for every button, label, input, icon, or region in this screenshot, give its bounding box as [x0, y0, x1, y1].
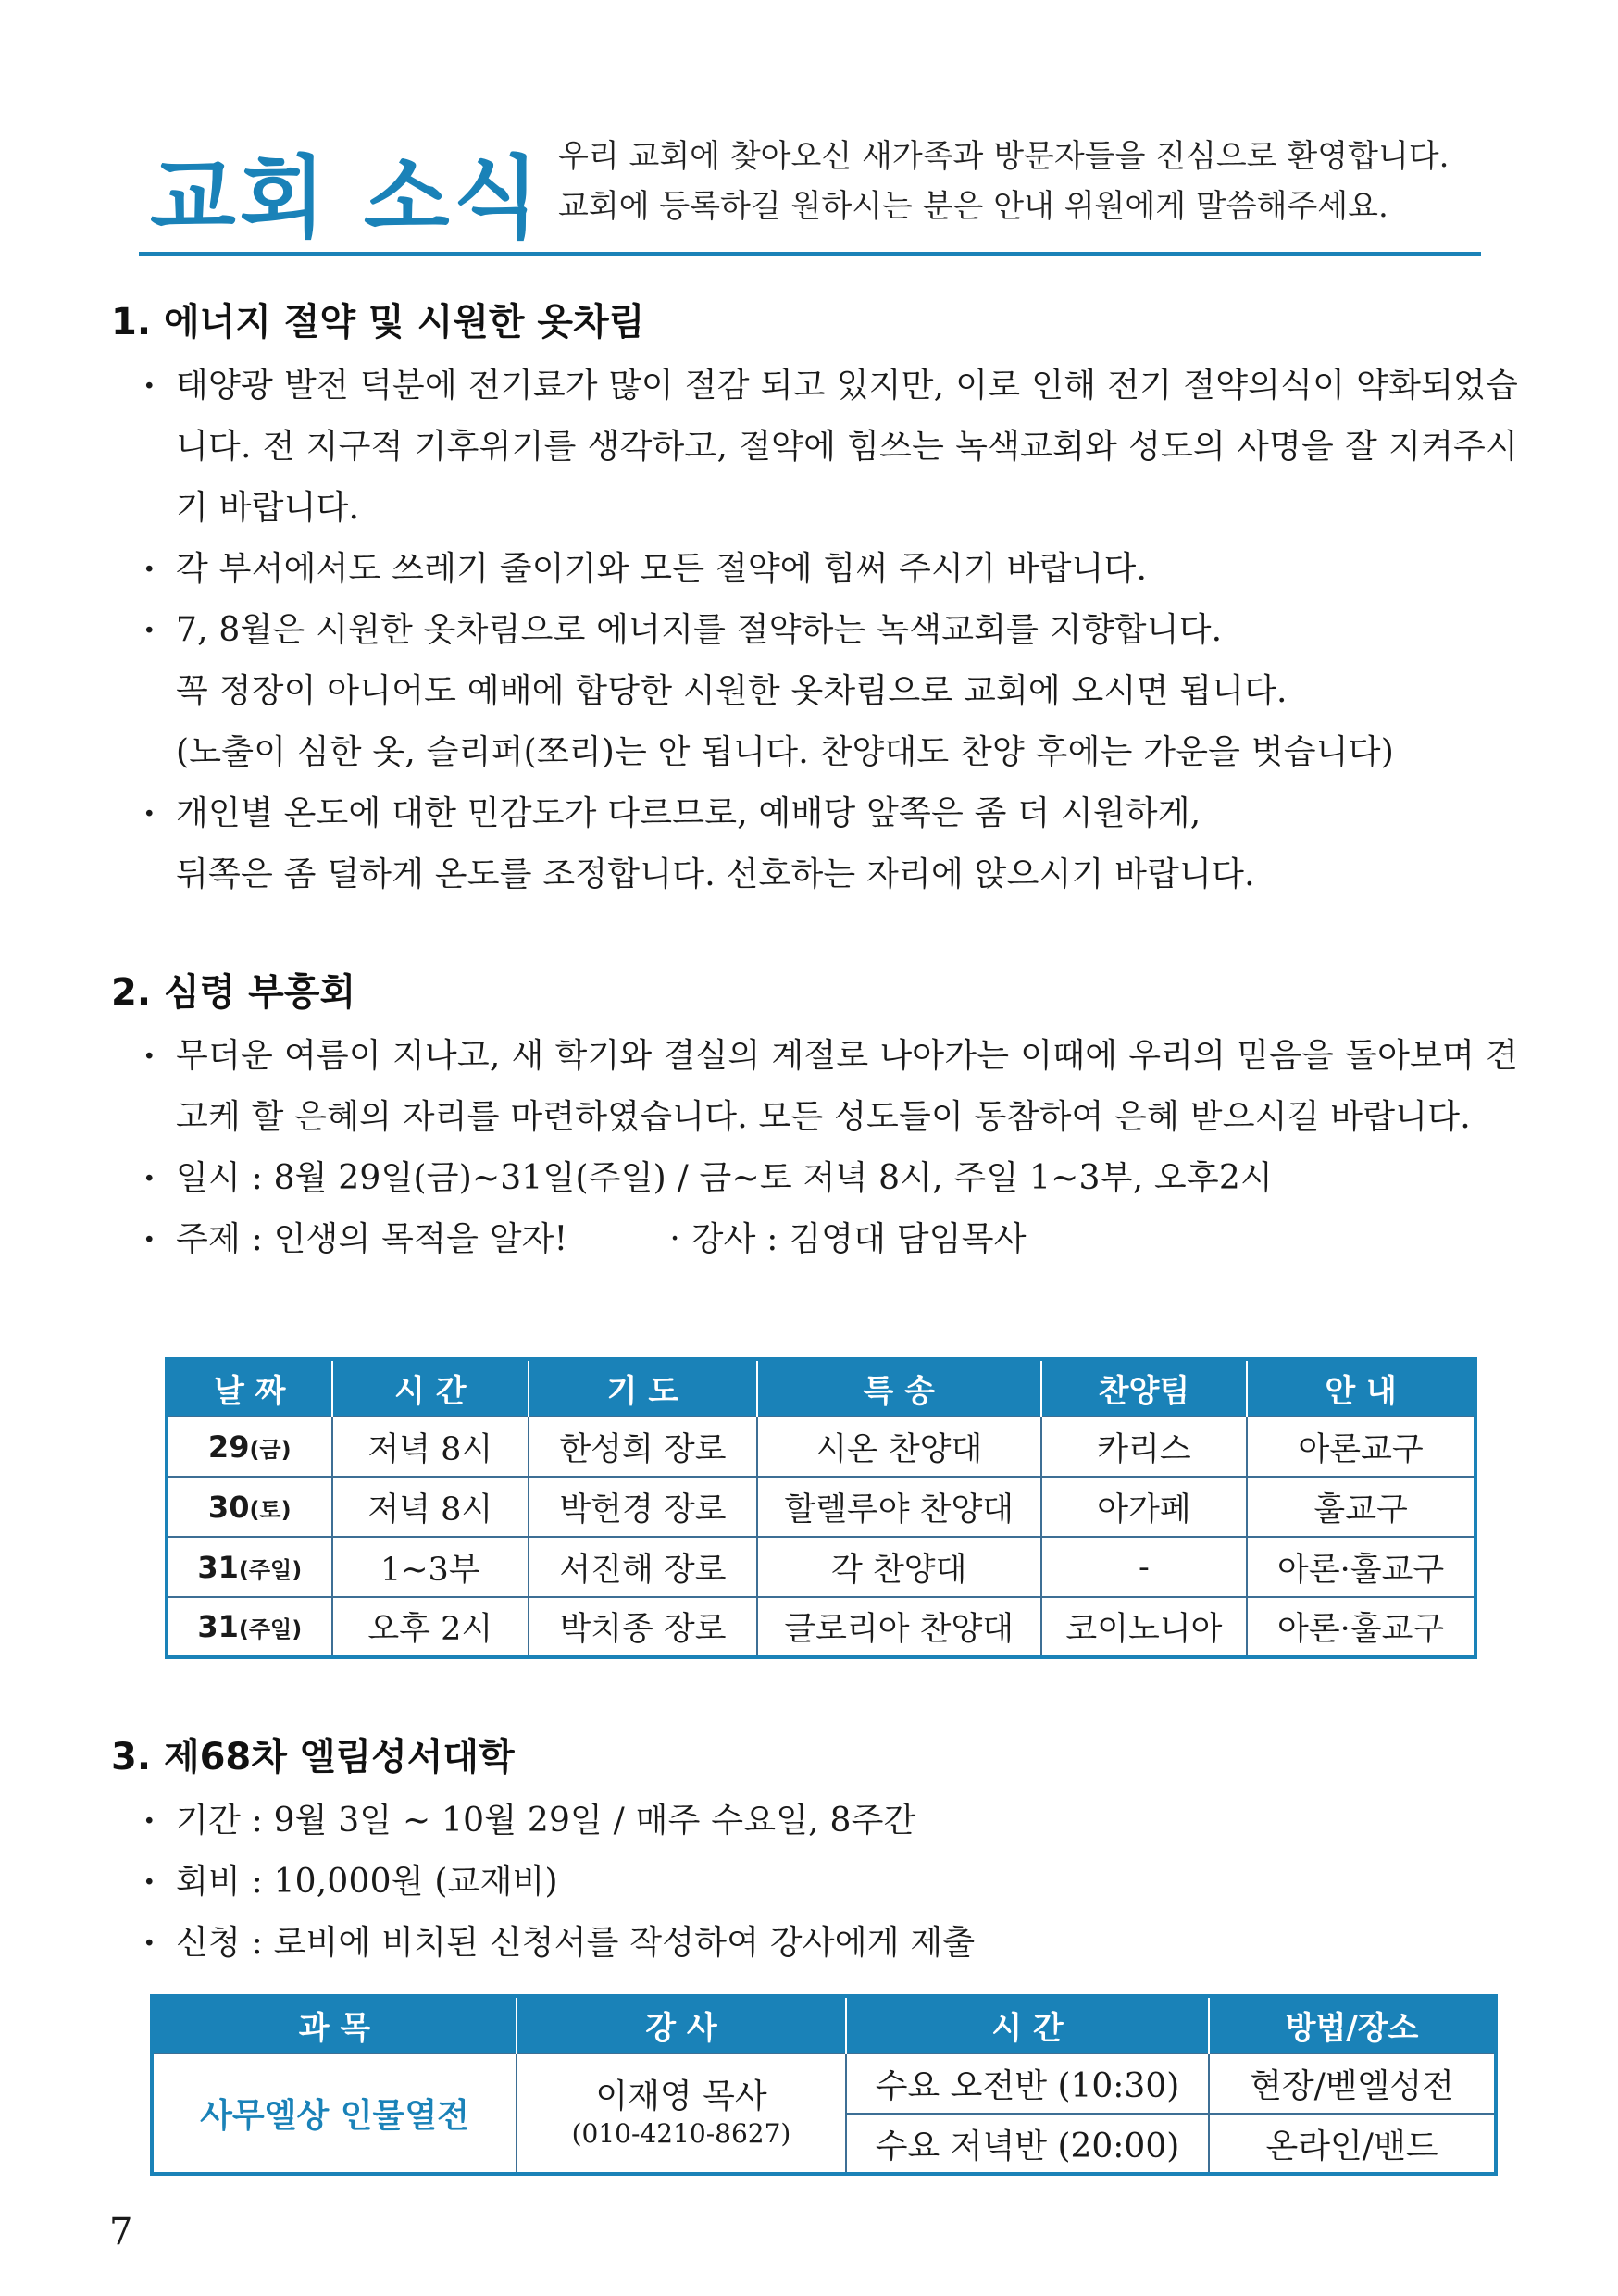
day-of-week: (금)	[249, 1436, 292, 1463]
section-revival	[111, 965, 1518, 1270]
page-number: 7	[109, 2211, 133, 2253]
column-header: 찬양팀	[1041, 1359, 1248, 1416]
course-cell: 사무엘상 인물열전	[152, 2053, 517, 2174]
bullet-list	[111, 356, 1518, 905]
session-time-cell: 수요 저녁반 (20:00)	[846, 2114, 1209, 2174]
bullet-item: · 각 부서에서도 쓰레기 줄이기와 모든 절약에 힘써 주시기 바랍니다.	[111, 539, 1518, 600]
section-bible-college	[111, 1729, 1518, 1974]
bullet-list	[111, 1026, 1518, 1270]
bullet-item: · 개인별 온도에 대한 민감도가 다르므로, 예배당 앞쪽은 좀 더 시원하게,	[111, 783, 1518, 844]
page-title: 교회 소식	[150, 146, 543, 250]
lecturer-phone: (010-4210-8627)	[571, 2117, 791, 2149]
prayer-cell: 박치종 장로	[529, 1597, 757, 1657]
usher-cell: 훌교구	[1247, 1477, 1475, 1537]
session-time-cell: 수요 오전반 (10:30)	[846, 2053, 1209, 2114]
bullet-item: · 태양광 발전 덕분에 전기료가 많이 절감 되고 있지만, 이로 인해 전기 절약의식이 약화되었습니다. 전 지구적 기후위기를 생각하고, 절약에 힘쓰는 녹색교회와 성도의 사명을 잘 지켜주시기 바랍니다.	[111, 356, 1518, 539]
revival-schedule-table	[165, 1357, 1477, 1659]
bullet-list	[111, 1791, 1518, 1974]
day-of-week: (토)	[249, 1496, 292, 1523]
column-header: 방법/장소	[1209, 1996, 1496, 2053]
bullet-item: · 무더운 여름이 지나고, 새 학기와 결실의 계절로 나아가는 이때에 우리의 믿음을 돌아보며 견고케 할 은혜의 자리를 마련하였습니다. 모든 성도들이 동참하여 은혜 받으시길 바랍니다.	[111, 1026, 1518, 1148]
lecturer-name: 이재영 목사	[595, 2077, 767, 2115]
time-cell: 오후 2시	[332, 1597, 529, 1657]
day-number: 30	[207, 1489, 250, 1525]
special-song-cell: 글로리아 찬양대	[757, 1597, 1041, 1657]
table-row	[167, 1477, 1475, 1537]
bullet-item: · 일시 : 8월 29일(금)~31일(주일) / 금~토 저녁 8시, 주일 1~3부, 오후2시	[111, 1148, 1518, 1209]
column-header: 시 간	[332, 1359, 529, 1416]
usher-cell: 아론·훌교구	[1247, 1597, 1475, 1657]
day-number: 31	[197, 1549, 239, 1585]
bullet-item	[111, 1209, 1518, 1270]
bullet-item: · 신청 : 로비에 비치된 신청서를 작성하여 강사에게 제출	[111, 1913, 1518, 1974]
column-header: 과 목	[152, 1996, 517, 2053]
column-header: 안 내	[1247, 1359, 1475, 1416]
session-place-cell: 현장/벧엘성전	[1209, 2053, 1496, 2114]
date-cell	[167, 1477, 332, 1537]
table-header-row	[152, 1996, 1496, 2053]
table-row	[167, 1597, 1475, 1657]
table-row	[152, 2053, 1496, 2114]
column-header: 시 간	[846, 1996, 1209, 2053]
date-cell	[167, 1597, 332, 1657]
table-header-row	[167, 1359, 1475, 1416]
lecturer-cell	[517, 2053, 846, 2174]
special-song-cell: 할렐루야 찬양대	[757, 1477, 1041, 1537]
welcome-line: 우리 교회에 찾아오신 새가족과 방문자들을 진심으로 환영합니다.	[558, 138, 1450, 175]
usher-cell: 아론교구	[1247, 1416, 1475, 1477]
welcome-line: 교회에 등록하길 원하시는 분은 안내 위원에게 말씀해주세요.	[558, 188, 1388, 225]
bullet-continuation	[111, 844, 1518, 905]
praise-team-cell: 코이노니아	[1041, 1597, 1248, 1657]
table-row	[167, 1537, 1475, 1597]
bullet-continuation	[111, 661, 1518, 722]
time-cell: 저녁 8시	[332, 1416, 529, 1477]
date-cell	[167, 1416, 332, 1477]
welcome-message	[558, 131, 1449, 231]
bullet-item: · 기간 : 9월 3일 ~ 10월 29일 / 매주 수요일, 8주간	[111, 1791, 1518, 1852]
date-cell	[167, 1537, 332, 1597]
usher-cell: 아론·훌교구	[1247, 1537, 1475, 1597]
theme-text: 주제 : 인생의 목적을 알자!	[176, 1220, 568, 1258]
praise-team-cell: -	[1041, 1537, 1248, 1597]
page-header	[139, 109, 1481, 267]
prayer-cell: 박헌경 장로	[529, 1477, 757, 1537]
day-number: 31	[197, 1609, 239, 1644]
praise-team-cell: 카리스	[1041, 1416, 1248, 1477]
praise-team-cell: 아가페	[1041, 1477, 1248, 1537]
speaker-text: · 강사 : 김영대 담임목사	[669, 1220, 1027, 1258]
day-number: 29	[207, 1429, 250, 1465]
bullet-item: · 회비 : 10,000원 (교재비)	[111, 1852, 1518, 1913]
section-title: 3. 제68차 엘림성서대학	[111, 1736, 515, 1778]
section-title: 1. 에너지 절약 및 시원한 옷차림	[111, 301, 645, 343]
special-song-cell: 시온 찬양대	[757, 1416, 1041, 1477]
column-header: 강 사	[517, 1996, 846, 2053]
bullet-text: (노출이 심한 옷, 슬리퍼(쪼리)는 안 됩니다. 찬양대도 찬양 후에는 가운을 벗습니다)	[176, 733, 1394, 771]
section-energy	[111, 294, 1518, 905]
column-header: 기 도	[529, 1359, 757, 1416]
time-cell: 1~3부	[332, 1537, 529, 1597]
bible-college-table	[150, 1994, 1498, 2176]
bullet-continuation	[111, 722, 1518, 783]
table-row	[167, 1416, 1475, 1477]
day-of-week: (주일)	[238, 1616, 303, 1642]
time-cell: 저녁 8시	[332, 1477, 529, 1537]
special-song-cell: 각 찬양대	[757, 1537, 1041, 1597]
prayer-cell: 서진해 장로	[529, 1537, 757, 1597]
day-of-week: (주일)	[238, 1556, 303, 1583]
column-header: 날 짜	[167, 1359, 332, 1416]
section-title: 2. 심령 부흥회	[111, 971, 356, 1014]
bullet-text: 뒤쪽은 좀 덜하게 온도를 조정합니다. 선호하는 자리에 앉으시기 바랍니다.	[176, 855, 1255, 893]
prayer-cell: 한성희 장로	[529, 1416, 757, 1477]
header-divider	[139, 252, 1481, 256]
bullet-item: · 7, 8월은 시원한 옷차림으로 에너지를 절약하는 녹색교회를 지향합니다.	[111, 600, 1518, 661]
session-place-cell: 온라인/밴드	[1209, 2114, 1496, 2174]
bullet-text: 꼭 정장이 아니어도 예배에 합당한 시원한 옷차림으로 교회에 오시면 됩니다.	[176, 672, 1288, 710]
column-header: 특 송	[757, 1359, 1041, 1416]
